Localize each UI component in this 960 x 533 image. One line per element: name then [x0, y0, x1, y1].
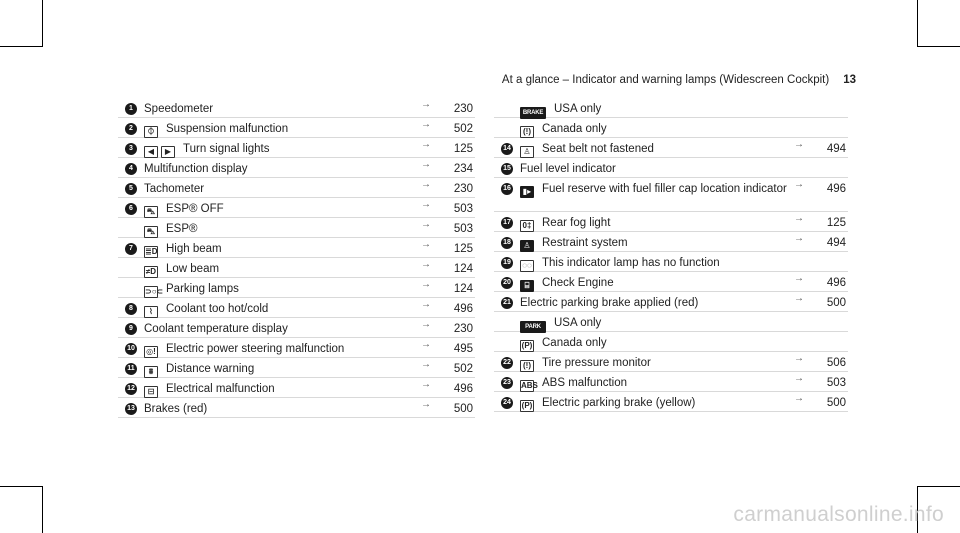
item-label: ESP® — [166, 223, 198, 235]
indicator-icons — [520, 258, 537, 272]
page-reference: 234 — [453, 163, 473, 175]
item-description — [144, 362, 415, 378]
page-reference: 496 — [826, 183, 846, 195]
page-reference-arrow-icon: → — [421, 259, 431, 270]
list-item — [494, 212, 848, 232]
indicator-icons — [520, 398, 537, 412]
page-reference-arrow-icon: → — [421, 399, 431, 410]
item-description — [144, 282, 415, 298]
indicator-icons — [520, 278, 537, 292]
list-item — [494, 178, 848, 212]
item-label: Suspension malfunction — [166, 123, 289, 135]
page-reference: 495 — [453, 343, 473, 355]
item-label: Electrical malfunction — [166, 383, 275, 395]
page-reference: 503 — [453, 223, 473, 235]
item-label: ABS malfunction — [542, 377, 628, 389]
item-number-badge: 22 — [501, 357, 513, 369]
item-description — [520, 296, 788, 310]
indicator-icons — [520, 124, 537, 138]
item-label: This indicator lamp has no function — [542, 257, 720, 269]
item-label: Speedometer — [144, 103, 214, 115]
list-item — [118, 218, 475, 238]
indicator-icons — [144, 264, 161, 278]
indicator-icons — [520, 238, 537, 252]
page-reference: 503 — [826, 377, 846, 389]
item-description — [144, 122, 415, 138]
seat-belt-icon: ♙ — [520, 146, 534, 158]
page-reference-arrow-icon: → — [421, 119, 431, 130]
coolant-icon: ⌇ — [144, 306, 158, 318]
item-number-badge: 11 — [125, 363, 137, 375]
indicator-icons — [520, 104, 549, 119]
list-item — [494, 352, 848, 372]
item-label: Parking lamps — [166, 283, 239, 295]
item-label: Distance warning — [166, 363, 255, 375]
item-number-badge: 2 — [125, 123, 137, 135]
page-reference-arrow-icon: → — [794, 139, 804, 150]
page-header-title: At a glance – Indicator and warning lamps (Widescreen Cockpit) — [501, 74, 830, 86]
item-label: Electric parking brake (yellow) — [542, 397, 696, 409]
list-item — [494, 158, 848, 178]
page-number: 13 — [843, 74, 856, 86]
item-label: Canada only — [542, 337, 607, 349]
page-reference-arrow-icon: → — [794, 233, 804, 244]
list-item — [118, 398, 475, 418]
list-item — [494, 272, 848, 292]
crop-mark — [0, 46, 42, 47]
item-description — [144, 142, 415, 158]
item-number-badge: 23 — [501, 377, 513, 389]
item-number-badge: 3 — [125, 143, 137, 155]
item-number-badge: 8 — [125, 303, 137, 315]
page-reference-arrow-icon: → — [794, 373, 804, 384]
item-description — [520, 182, 788, 198]
right-column — [494, 98, 848, 412]
page-reference: 494 — [826, 237, 846, 249]
low-beam-icon: ≠D — [145, 267, 157, 276]
list-item — [494, 118, 848, 138]
power-steering-icon: ◎! — [144, 346, 158, 358]
item-number-badge: 21 — [501, 297, 513, 309]
indicator-icons — [144, 244, 161, 258]
restraint-system-icon: ♙ — [520, 240, 534, 252]
indicator-icons — [520, 358, 537, 372]
item-description — [144, 262, 415, 278]
page-reference-arrow-icon: → — [421, 219, 431, 230]
page-reference: 124 — [453, 263, 473, 275]
item-description — [144, 162, 415, 176]
item-number-badge: 4 — [125, 163, 137, 175]
page-reference: 503 — [453, 203, 473, 215]
list-item — [118, 258, 475, 278]
battery-icon: ⊟ — [144, 386, 158, 398]
indicator-icons — [144, 144, 178, 158]
parking-lamps-icon: ⊃○⊂ — [145, 287, 164, 296]
crop-mark — [918, 46, 960, 47]
item-description — [520, 396, 788, 412]
item-number-badge: 6 — [125, 203, 137, 215]
suspension-icon: ⏀ — [144, 126, 158, 138]
esp-icon: ⛍ — [144, 226, 158, 238]
list-item — [118, 118, 475, 138]
no-function-icon: ◌◌ — [520, 260, 534, 272]
crop-mark — [42, 486, 43, 533]
indicator-icons — [144, 344, 161, 358]
item-description — [144, 202, 415, 218]
page-reference-arrow-icon: → — [794, 213, 804, 224]
item-label: Tire pressure monitor — [542, 357, 651, 369]
item-label: Tachometer — [144, 183, 205, 195]
item-description — [144, 402, 415, 416]
list-item — [494, 332, 848, 352]
list-item — [494, 312, 848, 332]
check-engine-icon: ⌸ — [520, 280, 534, 292]
rear-fog-icon: 0‡ — [520, 220, 534, 232]
page-reference-arrow-icon: → — [421, 319, 431, 330]
item-label: Fuel reserve with fuel filler cap location indicator — [542, 183, 787, 195]
list-item — [494, 138, 848, 158]
page-reference: 496 — [453, 303, 473, 315]
crop-mark — [0, 486, 42, 487]
item-number-badge: 7 — [125, 243, 137, 255]
fuel-reserve-icon: ▮▸ — [520, 186, 534, 198]
item-label: High beam — [166, 243, 222, 255]
item-number-badge: 5 — [125, 183, 137, 195]
item-label: Multifunction display — [144, 163, 248, 175]
list-item — [494, 372, 848, 392]
page-reference-arrow-icon: → — [794, 393, 804, 404]
list-item — [118, 358, 475, 378]
item-number-badge: 14 — [501, 143, 513, 155]
item-label: Turn signal lights — [183, 143, 270, 155]
list-item — [118, 158, 475, 178]
page-reference: 230 — [453, 103, 473, 115]
item-description — [520, 336, 788, 352]
indicator-icons — [144, 364, 161, 378]
indicator-icons — [144, 124, 161, 138]
list-item — [118, 238, 475, 258]
item-description — [520, 162, 788, 176]
page-reference: 125 — [453, 143, 473, 155]
item-label: Brakes (red) — [144, 403, 208, 415]
item-description — [520, 142, 788, 158]
item-label: Electric parking brake applied (red) — [520, 297, 699, 309]
page-reference-arrow-icon: → — [421, 279, 431, 290]
item-number-badge: 18 — [501, 237, 513, 249]
item-description — [520, 216, 788, 232]
page-reference: 496 — [826, 277, 846, 289]
item-number-badge: 16 — [501, 183, 513, 195]
list-item — [494, 232, 848, 252]
item-description — [520, 316, 788, 333]
page-reference-arrow-icon: → — [421, 179, 431, 190]
list-item — [118, 298, 475, 318]
page-reference-arrow-icon: → — [421, 199, 431, 210]
item-description — [144, 102, 415, 116]
page-reference-arrow-icon: → — [421, 359, 431, 370]
indicator-icons — [144, 224, 161, 238]
page-reference: 125 — [453, 243, 473, 255]
list-item — [118, 138, 475, 158]
page-reference-arrow-icon: → — [421, 239, 431, 250]
list-item — [118, 378, 475, 398]
page-reference: 500 — [826, 297, 846, 309]
item-label: Coolant too hot/cold — [166, 303, 269, 315]
page-header — [502, 74, 856, 86]
indicator-icons — [144, 284, 164, 298]
item-description — [520, 276, 788, 292]
indicator-icons — [520, 218, 537, 232]
indicator-icons — [144, 204, 161, 218]
item-number-badge: 10 — [125, 343, 137, 355]
item-label: Restraint system — [542, 237, 628, 249]
item-description — [144, 322, 415, 336]
item-number-badge: 17 — [501, 217, 513, 229]
list-item — [118, 318, 475, 338]
item-number-badge: 13 — [125, 403, 137, 415]
page-reference: 230 — [453, 323, 473, 335]
item-label: USA only — [554, 103, 602, 115]
item-number-badge: 12 — [125, 383, 137, 395]
item-description — [520, 122, 788, 138]
page-reference-arrow-icon: → — [421, 299, 431, 310]
list-item — [118, 278, 475, 298]
item-number-badge: 15 — [501, 163, 513, 175]
item-label: Rear fog light — [542, 217, 611, 229]
page-reference-arrow-icon: → — [794, 273, 804, 284]
page-reference-arrow-icon: → — [794, 179, 804, 190]
item-number-badge: 24 — [501, 397, 513, 409]
page-reference: 500 — [826, 397, 846, 409]
page-reference: 494 — [826, 143, 846, 155]
page-reference-arrow-icon: → — [421, 99, 431, 110]
item-number-badge: 20 — [501, 277, 513, 289]
item-label: Electric power steering malfunction — [166, 343, 345, 355]
brake-usa-icon: BRAKE — [520, 107, 546, 119]
list-item — [494, 252, 848, 272]
indicator-icons — [520, 378, 537, 392]
page-reference: 124 — [453, 283, 473, 295]
indicator-icons — [520, 184, 537, 198]
item-number-badge: 19 — [501, 257, 513, 269]
brake-canada-icon: (!) — [520, 126, 534, 138]
left-column — [118, 98, 475, 418]
item-description — [144, 302, 415, 318]
item-label: Coolant temperature display — [144, 323, 288, 335]
indicator-icons — [520, 144, 537, 158]
distance-warning-icon: ⩩ — [144, 366, 158, 378]
watermark: carmanualsonline.info — [733, 503, 944, 526]
esp-off-icon: ⛍ — [144, 206, 158, 218]
item-description — [144, 382, 415, 398]
page-reference-arrow-icon: → — [794, 293, 804, 304]
page-reference: 502 — [453, 123, 473, 135]
crop-mark — [917, 0, 918, 47]
crop-mark — [918, 486, 960, 487]
indicator-icons — [520, 338, 537, 352]
item-label: Fuel level indicator — [520, 163, 616, 175]
item-description — [144, 182, 415, 196]
item-description — [520, 376, 788, 392]
park-usa-icon: PARK — [520, 321, 546, 333]
item-label: Low beam — [166, 263, 220, 275]
page-reference: 502 — [453, 363, 473, 375]
page-reference: 230 — [453, 183, 473, 195]
indicator-icons — [520, 318, 549, 333]
item-label: Canada only — [542, 123, 607, 135]
page-reference: 500 — [453, 403, 473, 415]
item-label: Seat belt not fastened — [542, 143, 654, 155]
list-item — [118, 178, 475, 198]
page-reference: 506 — [826, 357, 846, 369]
page-reference-arrow-icon: → — [794, 353, 804, 364]
item-description — [144, 222, 415, 238]
page-reference: 496 — [453, 383, 473, 395]
item-description — [520, 236, 788, 252]
list-item — [494, 292, 848, 312]
parking-brake-yellow-icon: (P) — [521, 401, 533, 410]
tire-pressure-icon: (!) — [520, 360, 534, 372]
page-reference-arrow-icon: → — [421, 379, 431, 390]
list-item — [494, 98, 848, 118]
indicator-icons — [144, 384, 161, 398]
item-label: USA only — [554, 317, 602, 329]
list-item — [118, 198, 475, 218]
item-number-badge: 1 — [125, 103, 137, 115]
item-number-badge: 9 — [125, 323, 137, 335]
crop-mark — [42, 0, 43, 47]
item-description — [144, 242, 415, 258]
high-beam-icon: ≣D — [145, 247, 158, 256]
item-description — [144, 342, 415, 358]
turn-right-icon: ▶ — [161, 146, 175, 158]
item-label: ESP® OFF — [166, 203, 224, 215]
page-reference-arrow-icon: → — [421, 339, 431, 350]
turn-left-icon: ◀ — [144, 146, 158, 158]
item-description — [520, 256, 788, 272]
page-reference-arrow-icon: → — [421, 139, 431, 150]
list-item — [118, 98, 475, 118]
list-item — [494, 392, 848, 412]
item-description — [520, 356, 788, 372]
abs-icon: ABS — [521, 381, 538, 390]
list-item — [118, 338, 475, 358]
park-canada-icon: (P) — [521, 341, 533, 350]
page-reference: 125 — [826, 217, 846, 229]
item-label: Check Engine — [542, 277, 614, 289]
page-reference-arrow-icon: → — [421, 159, 431, 170]
item-description — [520, 102, 788, 119]
indicator-icons — [144, 304, 161, 318]
